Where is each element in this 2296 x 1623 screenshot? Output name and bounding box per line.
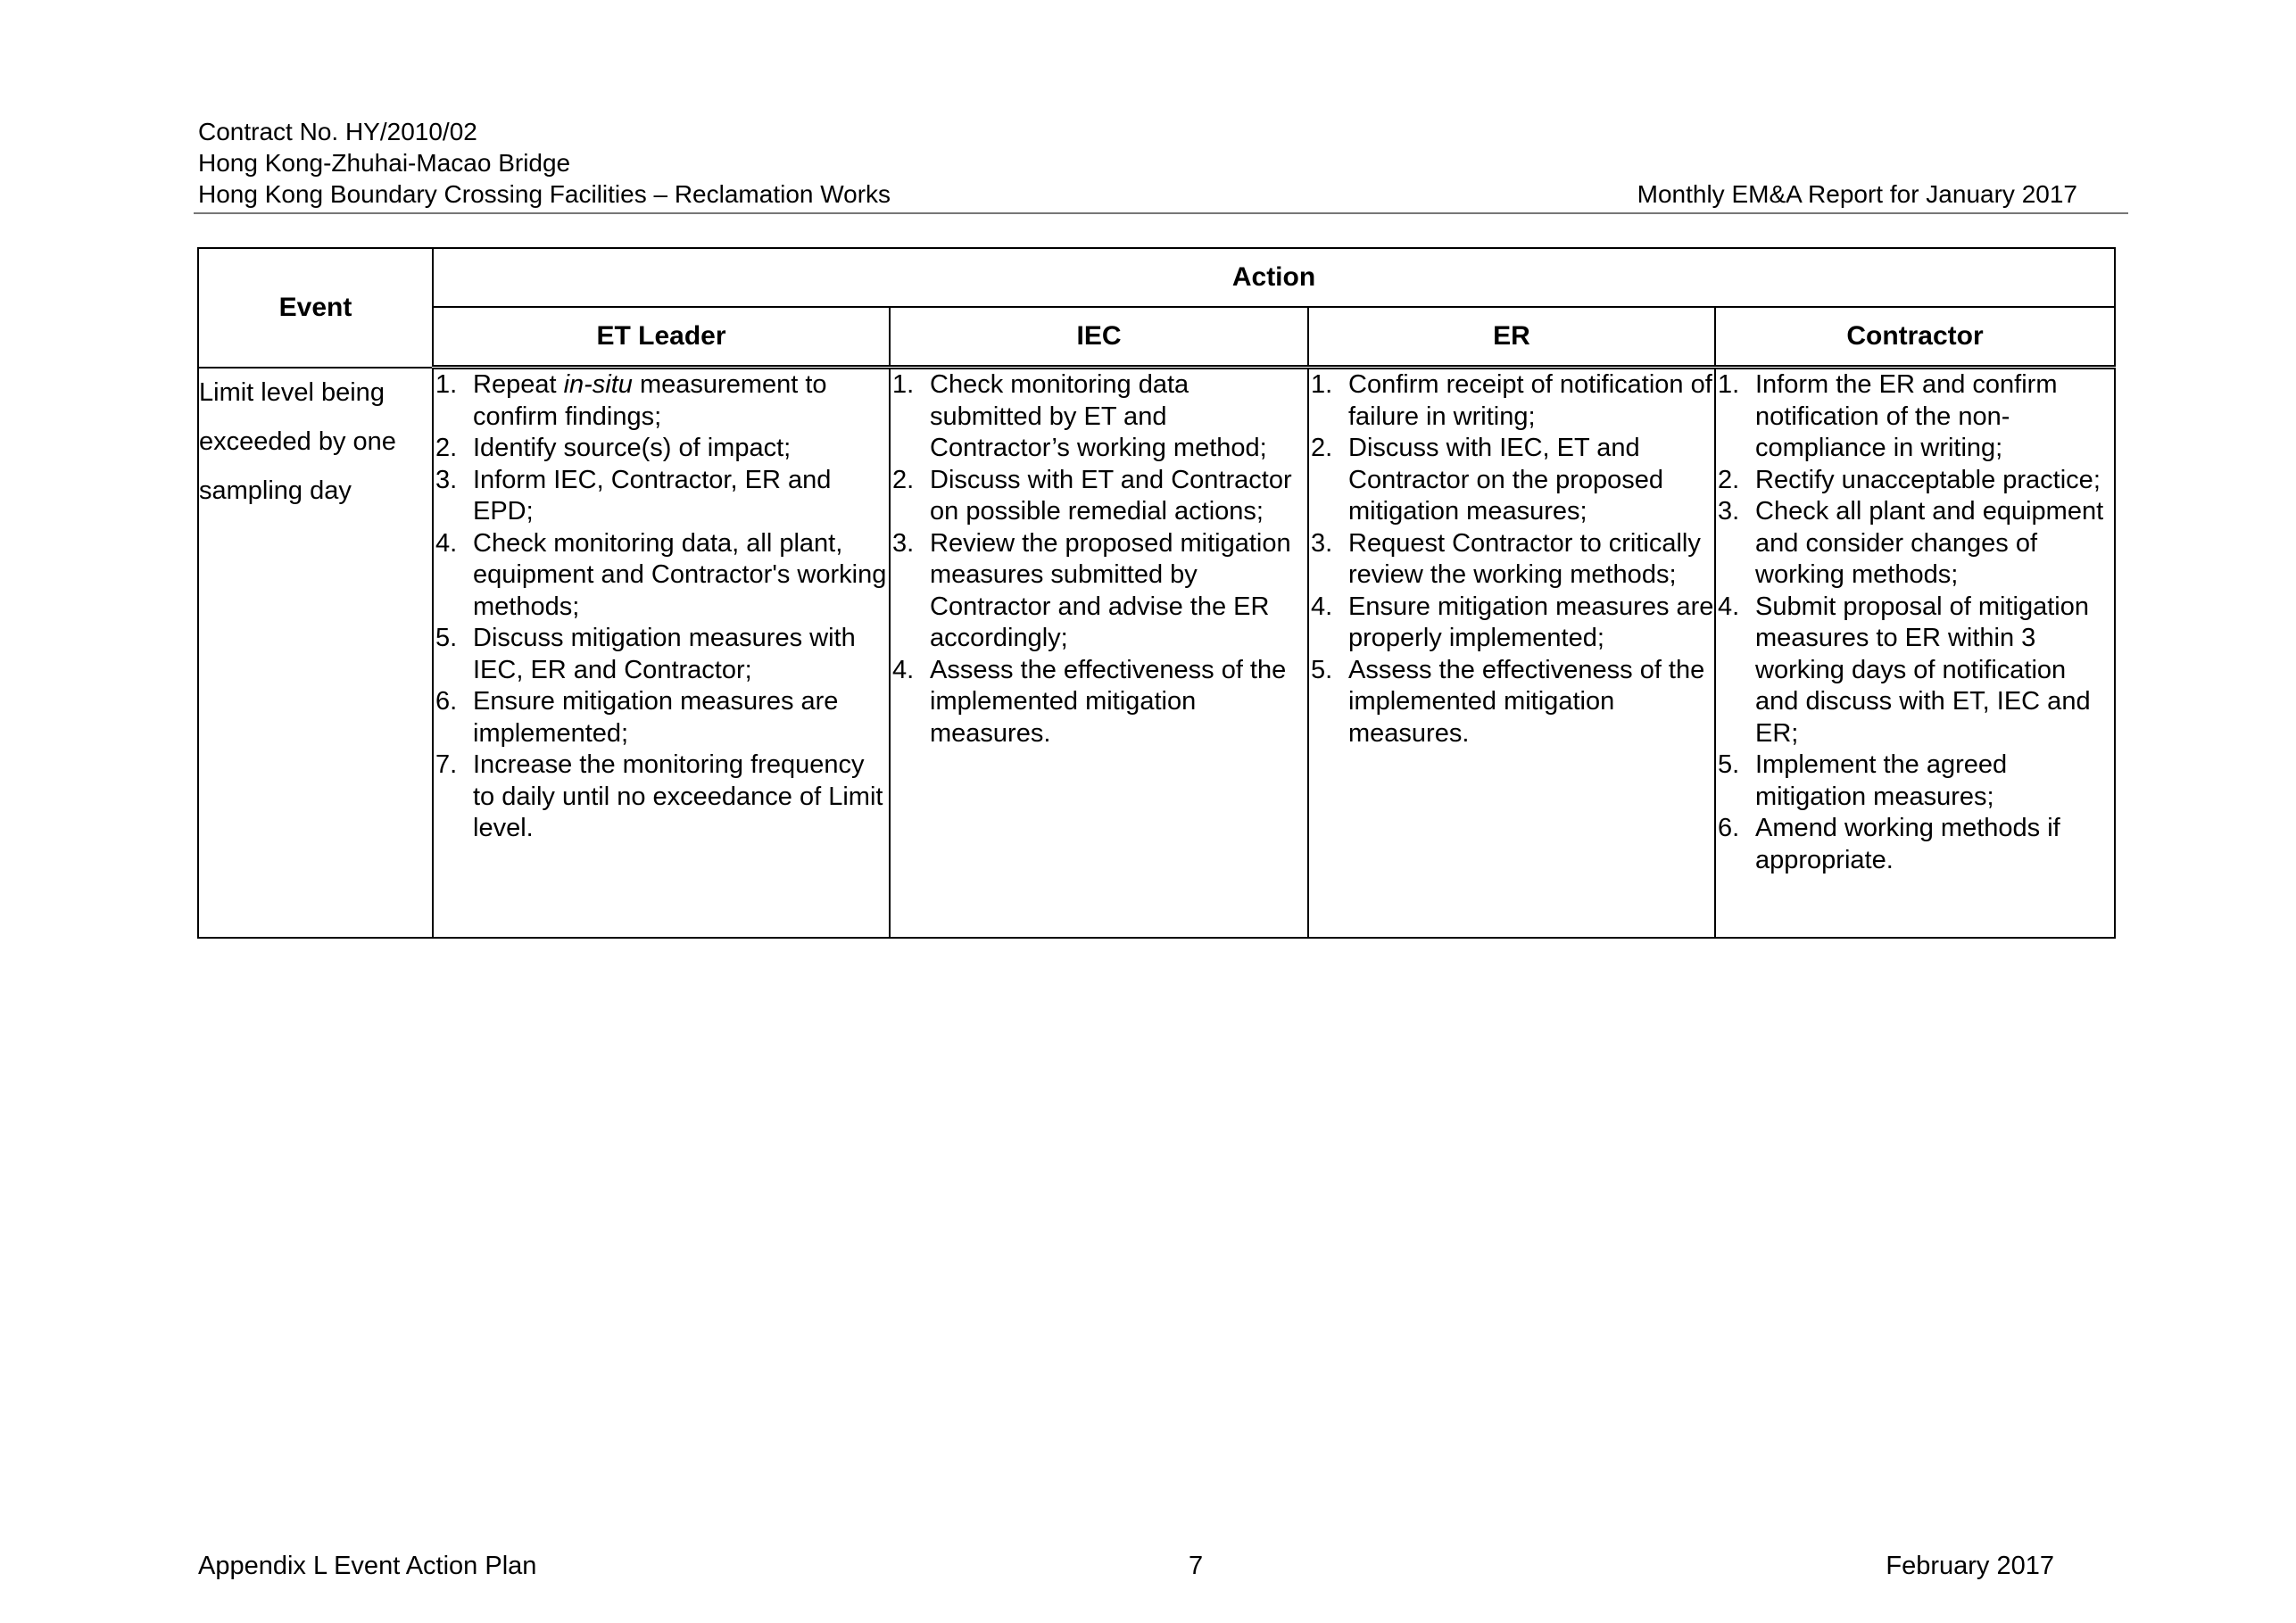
- report-title: Monthly EM&A Report for January 2017: [1637, 180, 2077, 208]
- list-item: 4. Assess the effectiveness of the implemented mitigation measures.: [892, 655, 1287, 748]
- list-item: 2. Discuss with ET and Contractor on possible remedial actions;: [892, 465, 1292, 526]
- project-subtitle: Hong Kong Boundary Crossing Facilities – Reclamation Works: [198, 180, 891, 208]
- iec-actions: [890, 368, 1308, 939]
- event-action-table: [197, 247, 2116, 939]
- iec-header: IEC: [890, 307, 1308, 368]
- page-header: [198, 116, 2124, 210]
- list-item: 5. Implement the agreed mitigation measures;: [1718, 750, 2008, 811]
- list-item: 5. Assess the effectiveness of the implemented mitigation measures.: [1311, 655, 1705, 748]
- et-leader-actions: [433, 368, 890, 939]
- contract-number: Contract No. HY/2010/02: [198, 118, 477, 145]
- page-number: 7: [1189, 1552, 1204, 1580]
- list-item: 3. Request Contractor to critically review the working methods;: [1311, 528, 1701, 589]
- page-footer: [198, 1551, 2054, 1582]
- event-cell: [198, 368, 433, 939]
- list-item: 2. Identify source(s) of impact;: [435, 434, 792, 462]
- list-item: 3. Review the proposed mitigation measures submitted by Contractor and advise the ER accordingly;: [892, 528, 1291, 652]
- et-leader-header: ET Leader: [433, 307, 890, 368]
- er-actions: [1308, 368, 1715, 939]
- list-item: 4. Submit proposal of mitigation measures to ER within 3 working days of notification and discuss with ET, IEC and ER;: [1718, 592, 2091, 748]
- list-item: 2. Discuss with IEC, ET and Contractor on the proposed mitigation measures;: [1311, 434, 1664, 526]
- event-text-line: Limit level being: [199, 377, 385, 407]
- list-item: 1. Confirm receipt of notification of failure in writing;: [1311, 370, 1712, 431]
- list-item: 3. Inform IEC, Contractor, ER and EPD;: [435, 465, 832, 526]
- list-item: 6. Ensure mitigation measures are implemented;: [435, 687, 839, 748]
- appendix-title: Appendix L Event Action Plan: [198, 1552, 537, 1580]
- event-column-header: Event: [198, 248, 433, 368]
- contractor-header: Contractor: [1715, 307, 2115, 368]
- event-text-line: exceeded by one: [199, 426, 396, 456]
- table-row: [198, 368, 2115, 939]
- list-item: 3. Check all plant and equipment and consider changes of working methods;: [1718, 497, 2104, 589]
- list-item: 4. Check monitoring data, all plant, equipment and Contractor's working methods;: [435, 528, 887, 621]
- list-item: 5. Discuss mitigation measures with IEC, ER and Contractor;: [435, 624, 856, 684]
- list-item: 7. Increase the monitoring frequency to daily until no exceedance of Limit level.: [435, 750, 883, 842]
- list-item: 1. Inform the ER and confirm notification of the non-compliance in writing;: [1718, 370, 2058, 462]
- list-item: 6. Amend working methods if appropriate.: [1718, 814, 2060, 874]
- action-column-header: Action: [433, 248, 2115, 307]
- er-header: ER: [1308, 307, 1715, 368]
- list-item: 2. Rectify unacceptable practice;: [1718, 465, 2101, 494]
- list-item: 1. Check monitoring data submitted by ET and Contractor’s working method;: [892, 370, 1267, 462]
- list-item: 1. Repeat in-situ measurement to confirm findings;: [435, 370, 827, 431]
- event-text-line: sampling day: [199, 476, 352, 505]
- list-item: 4. Ensure mitigation measures are properly implemented;: [1311, 592, 1714, 652]
- contractor-actions: [1715, 368, 2115, 939]
- header-divider: [194, 212, 2128, 214]
- report-date: February 2017: [1886, 1552, 2054, 1580]
- project-name: Hong Kong-Zhuhai-Macao Bridge: [198, 149, 571, 177]
